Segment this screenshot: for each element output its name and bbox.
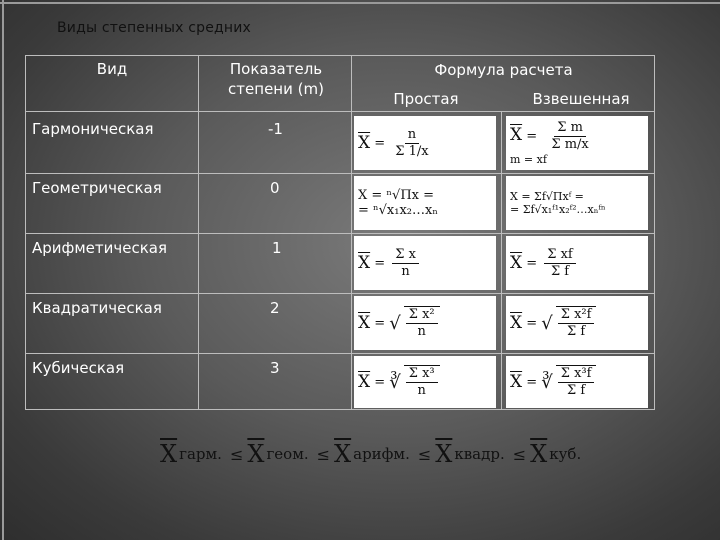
formula-arithmetic-simple: $\overline{X}$ = $\frac{\text{Σ x}}{n}$ (354, 236, 496, 290)
inequality-x: $\overline{X}$ (435, 440, 453, 468)
col-divider-3 (501, 111, 502, 409)
inequality-x: $\overline{X}$ (334, 440, 352, 468)
row-name-harmonic: Гармоническая (32, 120, 154, 138)
fraction-numerator: Σ x³ (406, 366, 438, 383)
fraction (556, 306, 597, 340)
root-symbol: √ (541, 312, 553, 334)
fraction-numerator: Σ x² (406, 307, 438, 324)
fraction-denominator: Σ 1/x (395, 143, 429, 159)
row-divider-3 (26, 293, 654, 294)
header-exponent: Показатель степени (m) (228, 60, 324, 98)
means-inequality (160, 430, 680, 478)
fraction-denominator: Σ f (550, 263, 570, 279)
row-m-harmonic: -1 (268, 120, 283, 138)
formula-harmonic-simple: $\overline{X}$ = $\frac{n}{\Sigma 1/x}$ (354, 116, 496, 170)
fraction-denominator: n (401, 263, 410, 279)
inequality-sub-cubic: куб. (549, 445, 582, 463)
inequality-sub-geometric: геом. (266, 445, 309, 463)
fraction (548, 120, 591, 153)
fraction-denominator: Σ f (567, 324, 586, 339)
formula-line-2: = Σf√x₁ᶠ¹x₂ᶠ²…xₙᶠⁿ (510, 203, 606, 216)
fraction-numerator: n (405, 127, 419, 144)
row-divider-4 (26, 353, 654, 354)
header-formula: Формула расчета (434, 61, 573, 79)
fraction-numerator: Σ m (554, 120, 586, 137)
root-symbol: √ (389, 312, 401, 334)
inequality-sub-harmonic: гарм. (179, 445, 222, 463)
header-weighted: Взвешенная (532, 90, 630, 108)
fraction (392, 127, 431, 160)
row-m-geometric: 0 (270, 179, 280, 197)
fraction-denominator: Σ f (567, 383, 586, 398)
row-m-quadratic: 2 (270, 299, 280, 317)
header-kind: Вид (96, 60, 128, 78)
inequality-sub-quadratic: квадр. (454, 445, 505, 463)
fraction-numerator: Σ x²f (558, 307, 595, 324)
fraction (544, 247, 575, 280)
formula-quadratic-simple: $\overline{X}$ = √ $\frac{\text{Σ x²}}{n}$ (354, 296, 496, 350)
formula-geometric-simple (354, 176, 496, 230)
fraction (404, 306, 440, 340)
means-table (25, 55, 655, 410)
formula-quadratic-weighted: $\overline{X}$ = √ $\frac{\text{Σ x²f}}{\text{Σ f}}$ (506, 296, 648, 350)
header-simple: Простая (393, 90, 459, 108)
root-symbol: ∛ (541, 371, 553, 393)
root-symbol: ∛ (389, 371, 401, 393)
row-name-quadratic: Квадратическая (32, 299, 162, 317)
inequality-x: $\overline{X}$ (530, 440, 548, 468)
formula-line-1: X = Σf√Πxᶠ = (510, 190, 584, 203)
formula-lhs: $\overline{X}$ (510, 125, 523, 145)
inequality-sep: ≤ (512, 444, 527, 464)
formula-lhs: $\overline{X}$ (510, 253, 523, 273)
formula-arithmetic-weighted: $\overline{X}$ = $\frac{\text{Σ xf}}{\text{Σ f}}$ (506, 236, 648, 290)
formula-lhs: $\overline{X}$ (358, 372, 371, 392)
row-divider-1 (26, 173, 654, 174)
fraction-numerator: Σ xf (544, 247, 575, 264)
row-m-arithmetic: 1 (272, 239, 282, 257)
formula-lhs: $\overline{X}$ (510, 372, 523, 392)
row-name-geometric: Геометрическая (32, 179, 162, 197)
formula-harmonic-weighted: $\overline{X}$ = $\frac{\text{Σ m}}{\text{Σ m/x}}$ m = xf (506, 116, 648, 170)
row-m-cubic: 3 (270, 359, 280, 377)
formula-note: m = xf (510, 153, 547, 166)
formula-lhs: $\overline{X}$ (358, 253, 371, 273)
fraction (392, 247, 419, 280)
header-divider (26, 111, 654, 112)
formula-geometric-weighted (506, 176, 648, 230)
inequality-sep: ≤ (417, 444, 432, 464)
formula-line-1: X = ⁿ√Πx = (358, 188, 435, 203)
inequality-x: $\overline{X}$ (160, 440, 178, 468)
row-name-cubic: Кубическая (32, 359, 125, 377)
fraction-numerator: Σ x (392, 247, 419, 264)
frame-top-line (0, 2, 720, 4)
frame-left-line (2, 0, 4, 540)
slide-title: Виды степенных средних (57, 20, 252, 36)
inequality-sep: ≤ (316, 444, 331, 464)
formula-line-2: = ⁿ√x₁x₂…xₙ (358, 203, 438, 218)
formula-cubic-weighted: $\overline{X}$ = ∛ $\frac{\text{Σ x³f}}{\text{Σ f}}$ (506, 356, 648, 408)
inequality-sep: ≤ (229, 444, 244, 464)
row-divider-2 (26, 233, 654, 234)
fraction (404, 365, 440, 399)
fraction-denominator: n (417, 324, 426, 339)
fraction (556, 365, 597, 399)
formula-lhs: $\overline{X}$ (358, 133, 371, 153)
fraction-denominator: Σ m/x (551, 137, 589, 152)
formula-lhs: $\overline{X}$ (358, 313, 371, 333)
inequality-sub-arithmetic: арифм. (353, 445, 410, 463)
fraction-numerator: Σ x³f (558, 366, 595, 383)
row-name-arithmetic: Арифметическая (32, 239, 167, 257)
inequality-x: $\overline{X}$ (247, 440, 265, 468)
fraction-denominator: n (417, 383, 426, 398)
formula-cubic-simple: $\overline{X}$ = ∛ $\frac{\text{Σ x³}}{n}$ (354, 356, 496, 408)
formula-lhs: $\overline{X}$ (510, 313, 523, 333)
